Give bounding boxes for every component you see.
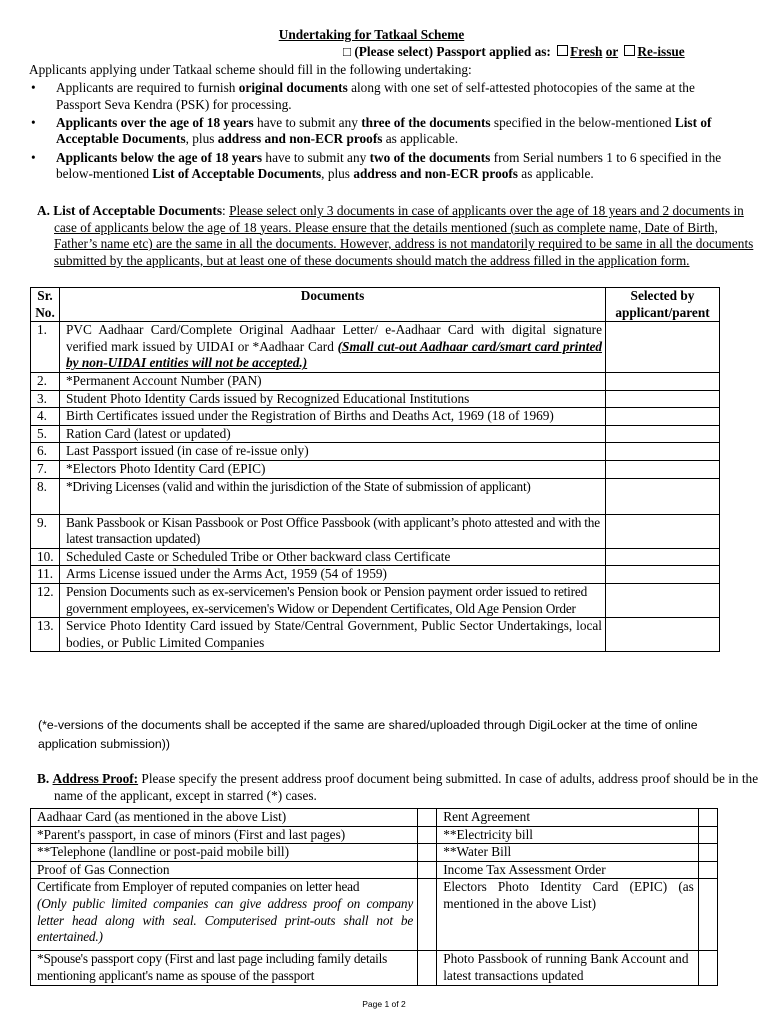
address-proof-checkbox[interactable] bbox=[418, 826, 437, 844]
table-header-row bbox=[31, 288, 720, 322]
address-proof-checkbox[interactable] bbox=[418, 844, 437, 862]
address-proof-option bbox=[31, 879, 418, 951]
address-proof-checkbox[interactable] bbox=[698, 826, 717, 844]
select-marker-icon: □ bbox=[343, 44, 352, 59]
section-a-colon: : bbox=[222, 203, 230, 218]
instruction-item bbox=[29, 115, 739, 148]
address-proof-checkbox[interactable] bbox=[698, 951, 717, 985]
instruction-text: , plus bbox=[185, 131, 218, 147]
table-row bbox=[31, 390, 720, 408]
document-cell: Bank Passbook or Kisan Passbook or Post Office Passbook (with applicant’s photo attested and with the latest transaction updated) bbox=[60, 514, 606, 548]
document-cell: Student Photo Identity Cards issued by Recognized Educational Institutions bbox=[60, 390, 606, 408]
instruction-emphasis: Applicants below the age of 18 years bbox=[56, 149, 263, 165]
documents-header: Documents bbox=[60, 288, 606, 322]
selection-cell[interactable] bbox=[606, 372, 720, 390]
selection-cell[interactable] bbox=[606, 322, 720, 373]
address-proof-checkbox[interactable] bbox=[418, 861, 437, 879]
instruction-emphasis: List of Acceptable Documents bbox=[152, 166, 322, 182]
address-proof-checkbox[interactable] bbox=[698, 844, 717, 862]
fresh-checkbox[interactable] bbox=[557, 45, 568, 56]
sr-no-cell: 13. bbox=[31, 618, 60, 652]
selection-cell[interactable] bbox=[606, 443, 720, 461]
address-proof-option: *Spouse's passport copy (First and last page including family details mentioning applicant's name as spouse of the passport bbox=[31, 951, 418, 985]
e-versions-note: (*e-versions of the documents shall be accepted if the same are shared/uploaded through DigiLocker at the time of online application submission)) bbox=[38, 718, 698, 751]
sr-no-header: Sr. No. bbox=[31, 288, 60, 322]
instruction-text: specified in the below-mentioned bbox=[490, 114, 675, 130]
document-cell: *Permanent Account Number (PAN) bbox=[60, 372, 606, 390]
selection-cell[interactable] bbox=[606, 460, 720, 478]
document-cell: Arms License issued under the Arms Act, 1959 (54 of 1959) bbox=[60, 566, 606, 584]
instruction-emphasis: two of the documents bbox=[369, 149, 491, 165]
page-title: Undertaking for Tatkaal Scheme bbox=[278, 27, 465, 42]
address-proof-text: Certificate from Employer of reputed companies on letter head bbox=[37, 879, 360, 895]
address-proof-checkbox[interactable] bbox=[698, 861, 717, 879]
instruction-text: as applicable. bbox=[382, 131, 459, 147]
select-label: (Please select) Passport applied as: bbox=[354, 44, 551, 59]
intro-text: Applicants applying under Tatkaal scheme should fill in the following undertaking: bbox=[29, 62, 472, 77]
table-row bbox=[31, 478, 720, 514]
sr-no-cell: 12. bbox=[31, 583, 60, 617]
section-b-text: Please specify the present address proof document being submitted. In case of adults, address proof should be in the name of the applicant, except in starred (*) cases. bbox=[54, 771, 759, 803]
document-cell bbox=[60, 322, 606, 373]
instruction-item bbox=[29, 150, 739, 183]
document-warning: (Small cut-out Aadhaar card/smart card printed by non-UIDAI entities will not be accepted.) bbox=[66, 338, 602, 371]
document-cell: *Driving Licenses (valid and within the jurisdiction of the State of submission of applicant) bbox=[60, 478, 606, 514]
selection-cell[interactable] bbox=[606, 514, 720, 548]
instruction-text: have to submit any bbox=[253, 114, 362, 130]
sr-no-cell: 5. bbox=[31, 425, 60, 443]
table-row bbox=[31, 844, 718, 862]
table-row bbox=[31, 443, 720, 461]
bullet-icon: • bbox=[31, 114, 36, 130]
section-b-heading bbox=[37, 771, 764, 804]
sr-no-cell: 3. bbox=[31, 390, 60, 408]
table-row bbox=[31, 809, 718, 827]
sr-no-cell: 1. bbox=[31, 322, 60, 373]
instruction-emphasis: List of Acceptable Documents bbox=[56, 114, 712, 147]
table-row bbox=[31, 548, 720, 566]
document-cell: *Electors Photo Identity Card (EPIC) bbox=[60, 460, 606, 478]
address-proof-table bbox=[30, 808, 718, 986]
document-cell: Pension Documents such as ex-servicemen's Pension book or Pension payment order issued to retired government employees, ex-servicemen's Widow or Dependent Certificates, Old Age Pension Order bbox=[60, 583, 606, 617]
instruction-emphasis: address and non-ECR proofs bbox=[217, 131, 383, 147]
sr-no-cell: 11. bbox=[31, 566, 60, 584]
table-row bbox=[31, 861, 718, 879]
sr-no-cell: 6. bbox=[31, 443, 60, 461]
table-row bbox=[31, 514, 720, 548]
page-number: Page 1 of 2 bbox=[362, 999, 406, 1009]
address-proof-option: **Water Bill bbox=[437, 844, 699, 862]
sr-no-cell: 4. bbox=[31, 408, 60, 426]
address-proof-checkbox[interactable] bbox=[418, 951, 437, 985]
reissue-checkbox[interactable] bbox=[624, 45, 635, 56]
selection-cell[interactable] bbox=[606, 548, 720, 566]
table-row bbox=[31, 879, 718, 951]
address-proof-option: Electors Photo Identity Card (EPIC) (as mentioned in the above List) bbox=[437, 879, 699, 951]
selected-header: Selected by applicant/parent bbox=[606, 288, 720, 322]
address-proof-option: Proof of Gas Connection bbox=[31, 861, 418, 879]
instruction-text: have to submit any bbox=[262, 149, 370, 165]
instruction-item bbox=[29, 80, 739, 113]
application-type-selector bbox=[343, 44, 685, 61]
instruction-text: along with one set of self-attested photocopies of the same at the Passport Seva Kendra (PSK) for processing. bbox=[56, 80, 695, 112]
sr-no-cell: 9. bbox=[31, 514, 60, 548]
address-proof-option: Income Tax Assessment Order bbox=[437, 861, 699, 879]
sr-no-cell: 8. bbox=[31, 478, 60, 514]
instruction-list bbox=[29, 80, 739, 184]
address-proof-note: (Only public limited companies can give address proof on company letter head along with seal. Computerised print-outs shall not be entertained.) bbox=[37, 895, 414, 945]
selection-cell[interactable] bbox=[606, 618, 720, 652]
table-row bbox=[31, 826, 718, 844]
sr-no-cell: 10. bbox=[31, 548, 60, 566]
document-cell: Service Photo Identity Card issued by State/Central Government, Public Sector Undertakings, local bodies, or Public Limited Companies bbox=[60, 618, 606, 652]
address-proof-option: Photo Passbook of running Bank Account and latest transactions updated bbox=[437, 951, 699, 985]
table-row bbox=[31, 372, 720, 390]
section-b-title: Address Proof: bbox=[52, 771, 139, 786]
bullet-icon: • bbox=[31, 149, 36, 165]
sr-no-cell: 2. bbox=[31, 372, 60, 390]
document-text: PVC Aadhaar Card/Complete Original Aadhaar Letter/ e-Aadhaar Card with digital signature verified mark issued by UIDAI or *Aadhaar Card bbox=[66, 322, 602, 354]
fresh-option-label: Fresh bbox=[570, 44, 603, 59]
table-row bbox=[31, 425, 720, 443]
reissue-option-label: Re-issue bbox=[637, 44, 685, 59]
instruction-emphasis: address and non-ECR proofs bbox=[353, 166, 518, 182]
document-cell: Scheduled Caste or Scheduled Tribe or Other backward class Certificate bbox=[60, 548, 606, 566]
section-a-heading bbox=[37, 203, 754, 269]
acceptable-documents-table bbox=[30, 287, 720, 652]
table-row bbox=[31, 618, 720, 652]
selection-cell[interactable] bbox=[606, 583, 720, 617]
section-a-label: A. List of Acceptable Documents bbox=[37, 203, 223, 218]
address-proof-checkbox[interactable] bbox=[418, 879, 437, 951]
table-row bbox=[31, 408, 720, 426]
section-b-label: B. bbox=[37, 771, 50, 786]
address-proof-option: Aadhaar Card (as mentioned in the above List) bbox=[31, 809, 418, 827]
address-proof-option: **Telephone (landline or post-paid mobile bill) bbox=[31, 844, 418, 862]
document-cell: Last Passport issued (in case of re-issue only) bbox=[60, 443, 606, 461]
table-row bbox=[31, 583, 720, 617]
instruction-emphasis: three of the documents bbox=[361, 114, 491, 130]
address-proof-checkbox[interactable] bbox=[418, 809, 437, 827]
address-proof-checkbox[interactable] bbox=[698, 879, 717, 951]
selection-cell[interactable] bbox=[606, 390, 720, 408]
document-cell: Ration Card (latest or updated) bbox=[60, 425, 606, 443]
instruction-emphasis: Applicants over the age of 18 years bbox=[56, 114, 254, 130]
instruction-text: Applicants are required to furnish bbox=[56, 80, 239, 95]
table-row bbox=[31, 566, 720, 584]
selection-cell[interactable] bbox=[606, 566, 720, 584]
table-row bbox=[31, 460, 720, 478]
document-cell: Birth Certificates issued under the Registration of Births and Deaths Act, 1969 (18 of 1969) bbox=[60, 408, 606, 426]
address-proof-checkbox[interactable] bbox=[698, 809, 717, 827]
or-text: or bbox=[605, 44, 619, 59]
address-proof-option: Rent Agreement bbox=[437, 809, 699, 827]
address-proof-option: *Parent's passport, in case of minors (First and last pages) bbox=[31, 826, 418, 844]
instruction-text: , plus bbox=[321, 166, 354, 182]
selection-cell[interactable] bbox=[606, 478, 720, 514]
section-a-text: Please select only 3 documents in case of applicants over the age of 18 years and 2 documents in case of applicants below the age of 18 years. Please ensure that the details mentioned (such as complete name, Date of Birth, Father’s name etc) are the same in all the documents. However, address is not mandatorily required to be same in all the documents submitted by the applicants, but at least one of these documents should match the address filled in the application form. bbox=[54, 203, 754, 268]
instruction-emphasis: original documents bbox=[238, 80, 348, 95]
address-proof-option: **Electricity bill bbox=[437, 826, 699, 844]
selection-cell[interactable] bbox=[606, 408, 720, 426]
instruction-text: as applicable. bbox=[517, 166, 594, 182]
sr-no-cell: 7. bbox=[31, 460, 60, 478]
instruction-text: from Serial numbers 1 to 6 specified in the below-mentioned bbox=[56, 149, 722, 182]
bullet-icon: • bbox=[31, 80, 36, 95]
selection-cell[interactable] bbox=[606, 425, 720, 443]
table-row bbox=[31, 951, 718, 985]
table-row bbox=[31, 322, 720, 373]
